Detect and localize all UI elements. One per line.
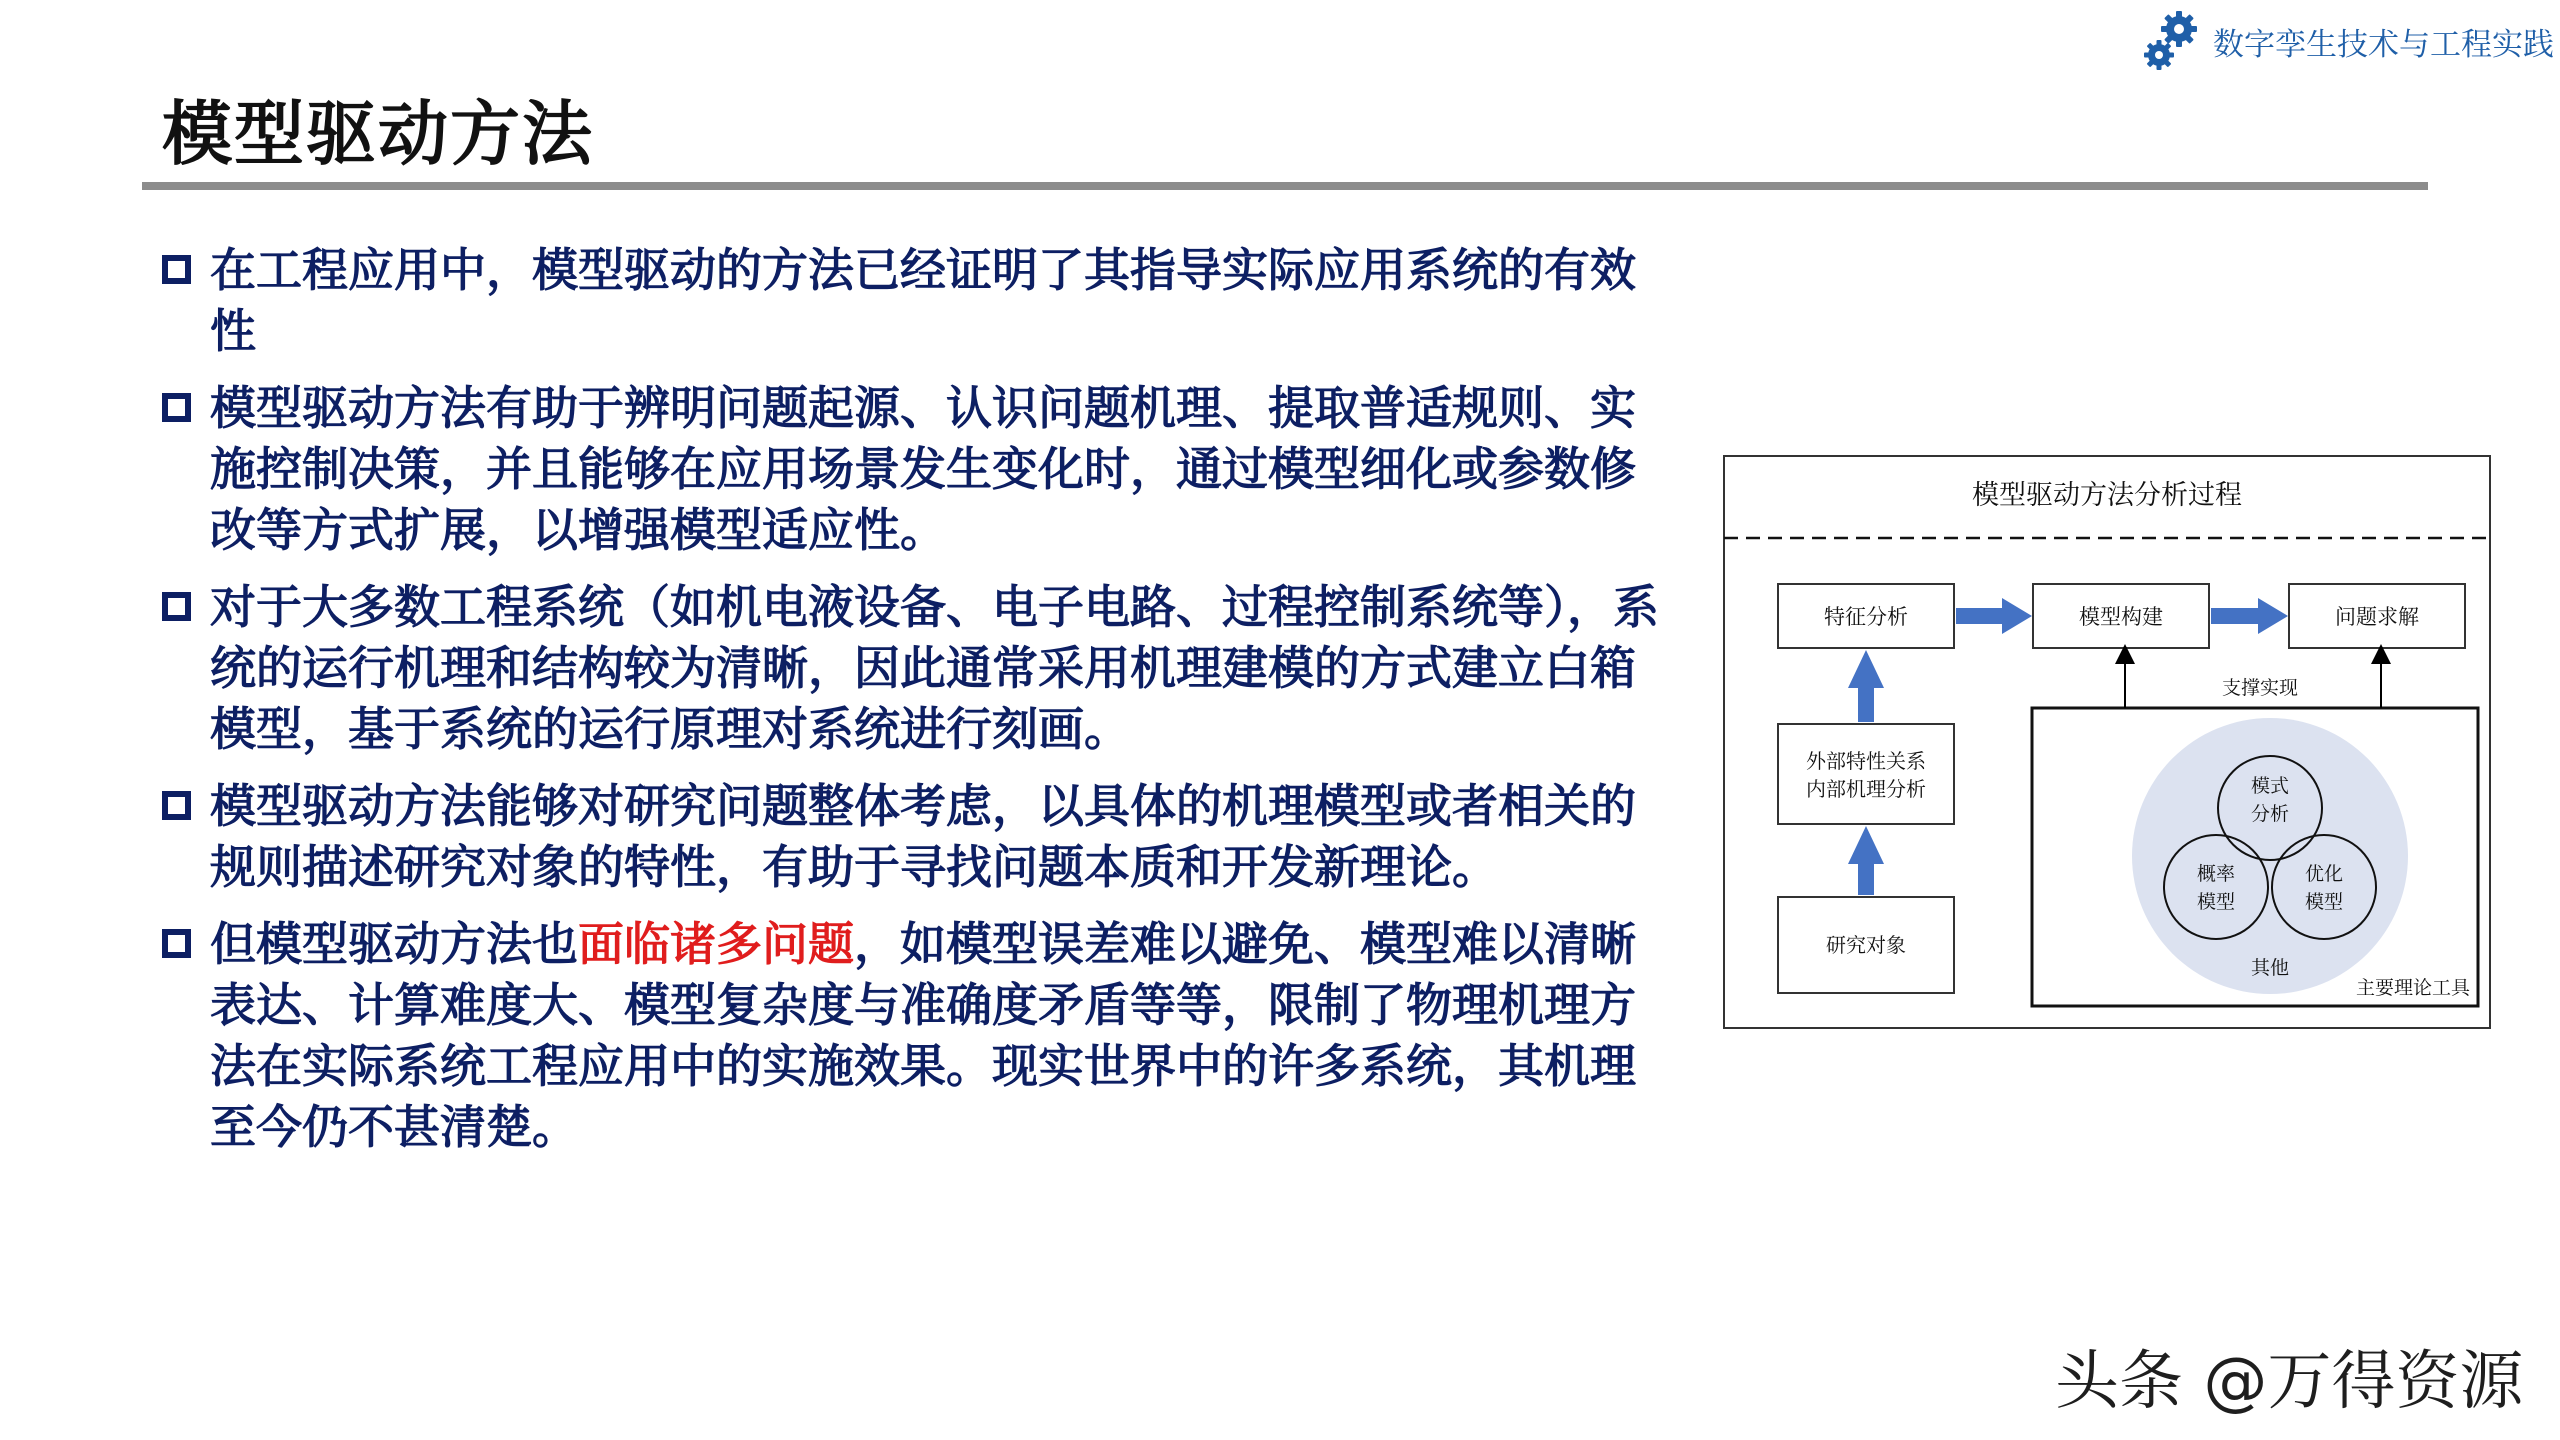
model-build-label: 模型构建 xyxy=(2079,605,2163,629)
square-bullet-icon xyxy=(162,929,191,958)
opt-label-2: 模型 xyxy=(2304,891,2344,913)
support-label: 支撑实现 xyxy=(2221,677,2299,699)
opt-label-1: 优化 xyxy=(2304,863,2344,885)
bullet-item xyxy=(162,378,1662,561)
bullet-text: 在工程应用中，模型驱动的方法已经证明了其指导实际应用系统的有效性 xyxy=(210,243,1636,358)
bullet-item xyxy=(162,240,1662,362)
bullet-item xyxy=(162,577,1662,760)
watermark-text: 头条 @万得资源 xyxy=(2055,1345,2524,1419)
problem-solve-label: 问题求解 xyxy=(2335,605,2419,629)
bullet-text: 模型驱动方法能够对研究问题整体考虑，以具体的机理模型或者相关的规则描述研究对象的特性，有助于寻找问题本质和开发新理论。 xyxy=(210,779,1636,894)
title-divider xyxy=(142,182,2428,190)
bullet-text: 模型驱动方法有助于辨明问题起源、认识问题机理、提取普适规则、实施控制决策，并且能够在应用场景发生变化时，通过模型细化或参数修改等方式扩展，以增强模型适应性。 xyxy=(210,381,1636,557)
square-bullet-icon xyxy=(162,393,191,422)
feature-analysis-label: 特征分析 xyxy=(1824,605,1908,629)
gears-icon xyxy=(2141,9,2201,73)
diagram-title: 模型驱动方法分析过程 xyxy=(1972,480,2242,511)
research-object-label: 研究对象 xyxy=(1826,933,1906,957)
bullet-item xyxy=(162,914,1662,1158)
page-title: 模型驱动方法 xyxy=(162,93,594,175)
bullet-text: 但模型驱动方法也 xyxy=(210,917,578,971)
tools-label: 主要理论工具 xyxy=(2355,977,2470,999)
bullet-text: ，如模型误差难以避免、模型难以清晰表达、计算难度大、模型复杂度与准确度矛盾等等，限制了物理机理方法在实际系统工程应用中的实施效果。现实世界中的许多系统，其机理至今仍不甚清楚。 xyxy=(210,917,1636,1154)
bullet-item xyxy=(162,776,1662,898)
relation-line-2: 内部机理分析 xyxy=(1806,777,1926,801)
brand-header xyxy=(2141,6,2554,76)
prob-label-2: 模型 xyxy=(2196,891,2236,913)
prob-label-1: 概率 xyxy=(2196,863,2236,885)
highlighted-text: 面临诸多问题 xyxy=(578,917,854,971)
brand-text: 数字孪生技术与工程实践 xyxy=(2213,26,2554,63)
other-label: 其他 xyxy=(2250,957,2290,979)
square-bullet-icon xyxy=(162,592,191,621)
bullet-list xyxy=(162,240,1662,1174)
square-bullet-icon xyxy=(162,791,191,820)
relation-analysis-box xyxy=(1778,724,1954,824)
bullet-text: 对于大多数工程系统（如机电液设备、电子电路、过程控制系统等），系统的运行机理和结构较为清晰，因此通常采用机理建模的方式建立白箱模型，基于系统的运行原理对系统进行刻画。 xyxy=(210,580,1659,756)
relation-line-1: 外部特性关系 xyxy=(1806,749,1926,773)
square-bullet-icon xyxy=(162,255,191,284)
mode-label-1: 模式 xyxy=(2250,775,2290,797)
process-diagram xyxy=(1722,454,2492,1030)
mode-label-2: 分析 xyxy=(2250,803,2290,825)
